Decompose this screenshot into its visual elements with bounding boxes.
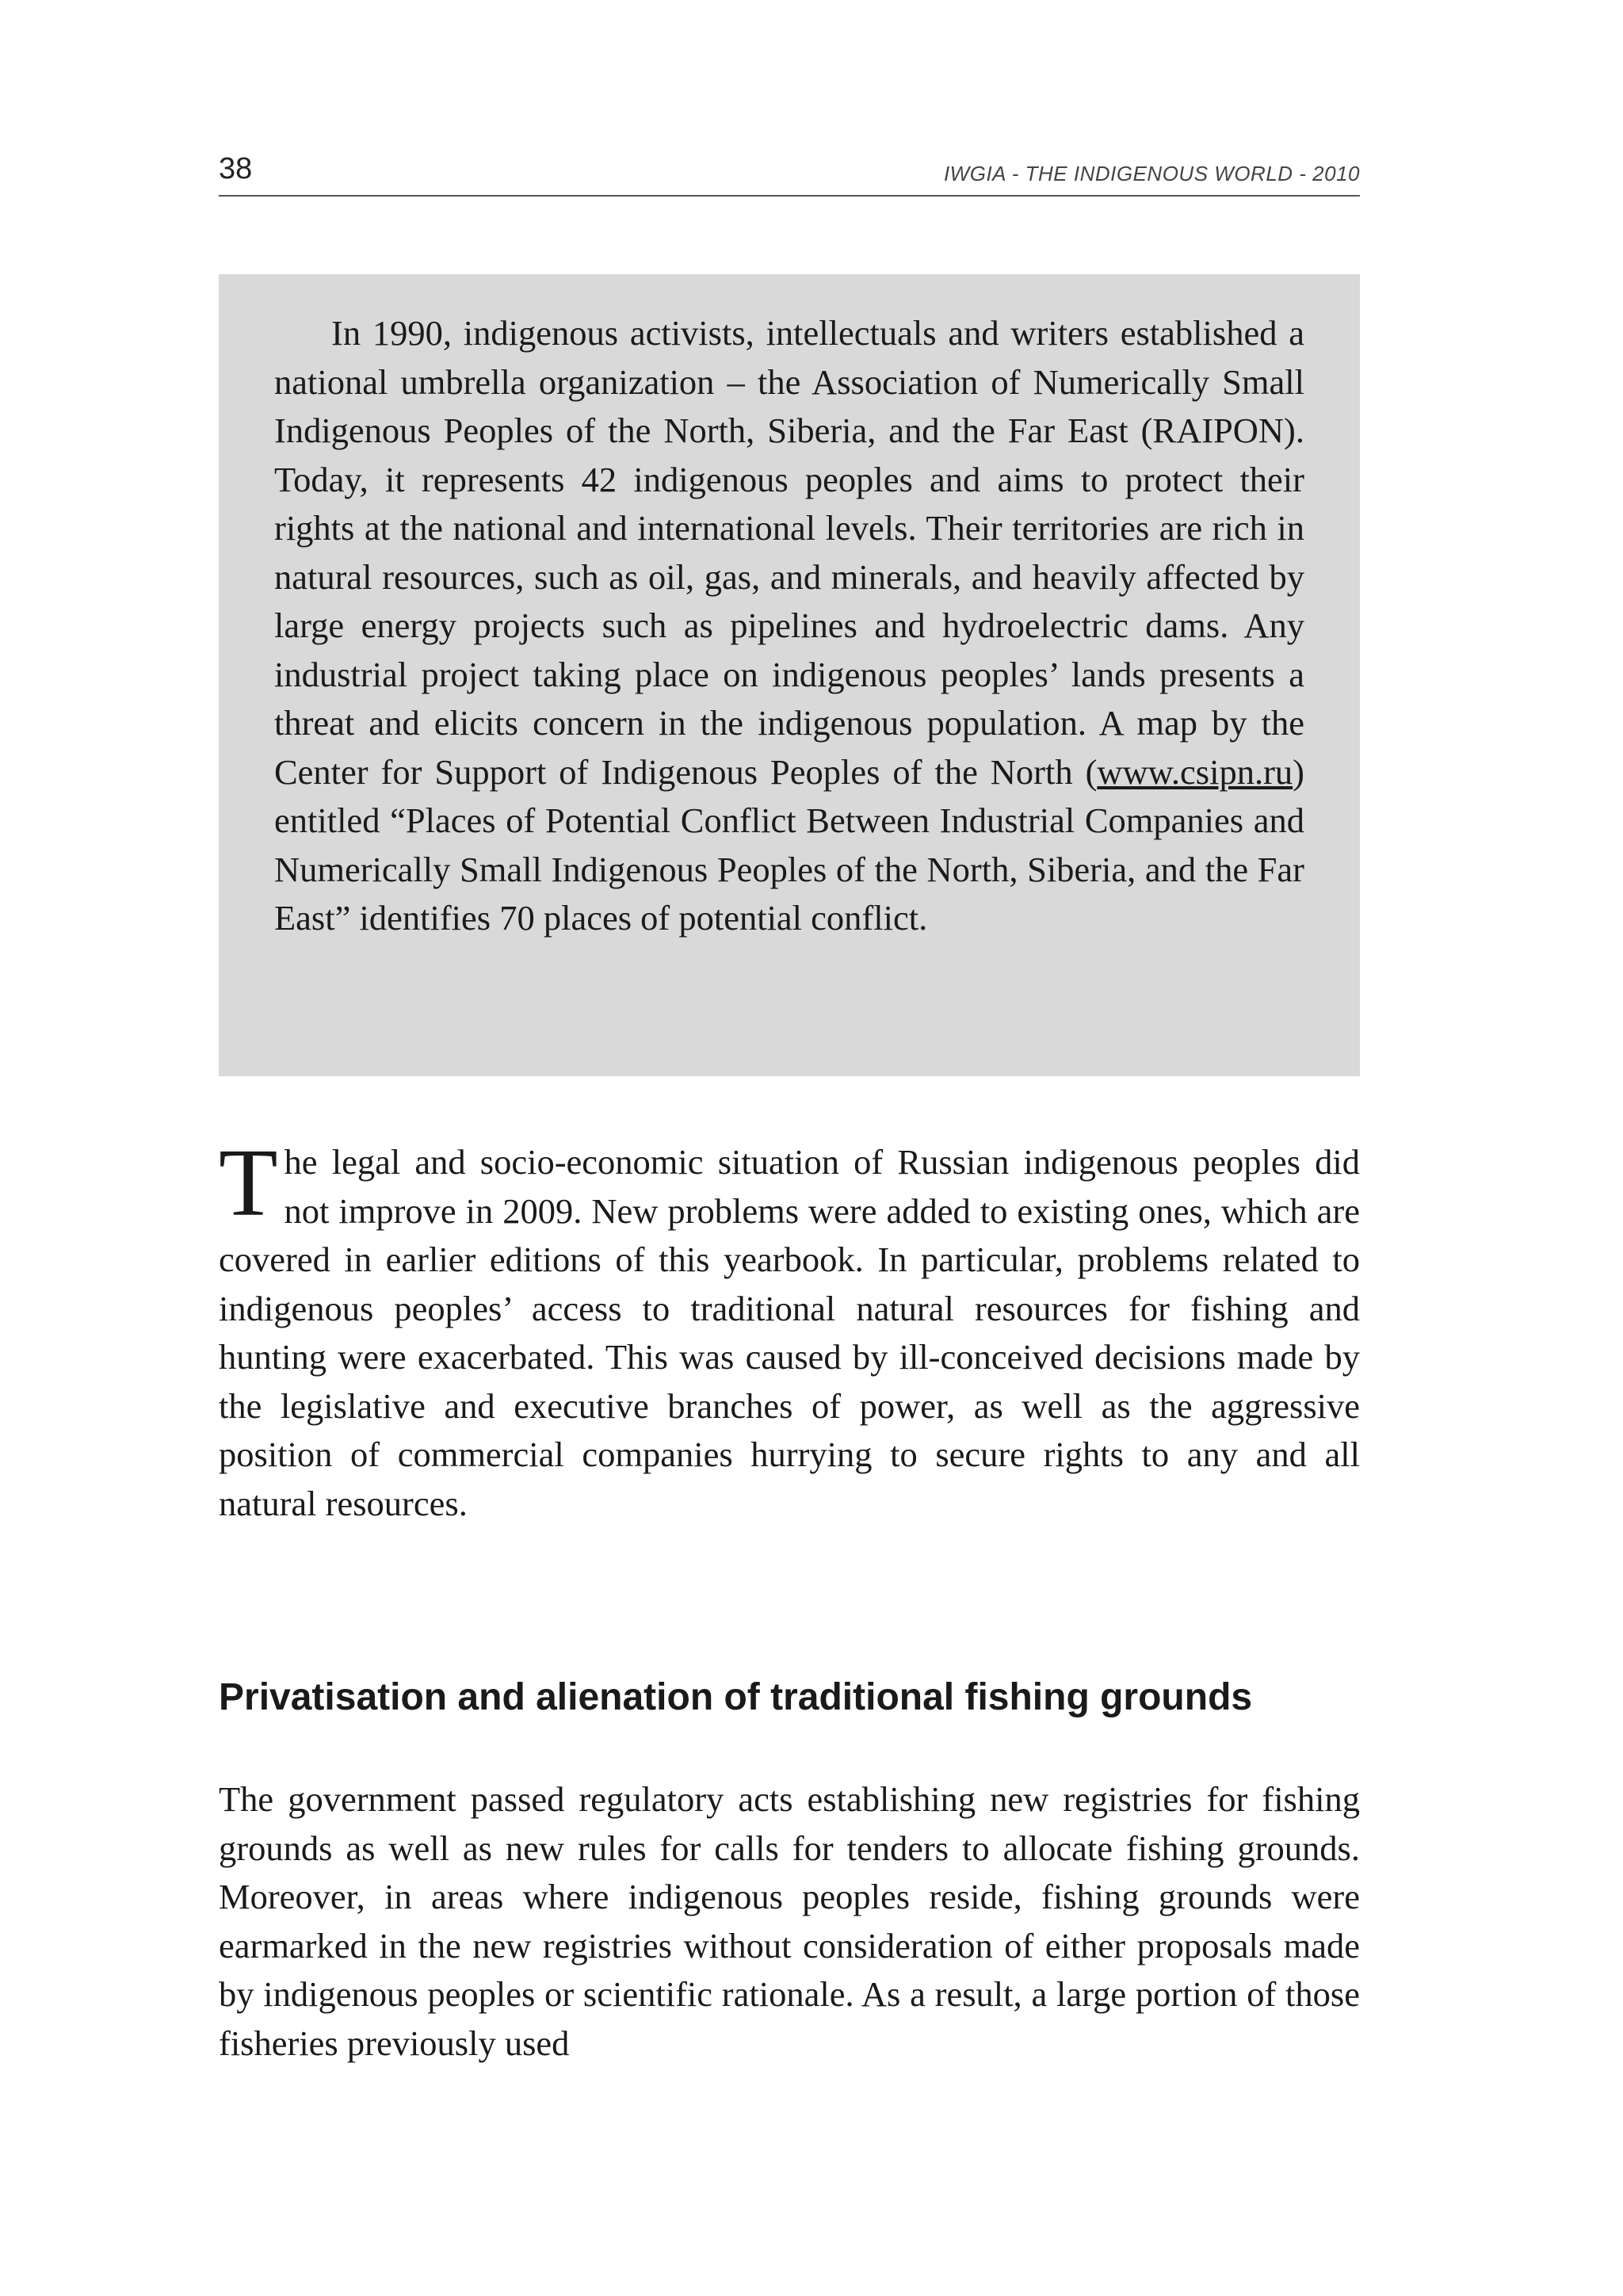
- intro-box: [219, 274, 1360, 1076]
- running-header: [219, 151, 1360, 197]
- section-paragraph: The government passed regulatory acts establishing new registries for fishing grounds as well as new rules for calls for tenders to allocate fishing grounds. Moreover, in areas where indigenous peoples reside, fishing grounds were earmarked in the new registries without consideration of either proposals made by indigenous peoples or scientific rationale. As a result, a large portion of those fisheries previously used: [219, 1779, 1360, 2063]
- page-number: 38: [219, 152, 253, 185]
- intro-box-text: In 1990, indigenous activists, intellectuals and writers established a national umbrella organization – the Association of Numerically Small Indigenous Peoples of the North, Siberia, and the Far East (RAIPON). Today, it represents 42 indigenous peoples and aims to protect their rights at the national and international levels. Their territories are rich in natural resources, such as oil, gas, and minerals, and heavily affected by large energy projects such as pipelines and hydroelectric dams. Any industrial project taking place on indigenous peoples’ lands presents a threat and elicits concern in the indigenous population. A map by the Center for Support of Indigenous Peoples of the North (: [274, 313, 1304, 792]
- opening-paragraph: [219, 1129, 1360, 1528]
- section-heading: Privatisation and alienation of traditional fishing grounds: [219, 1676, 1253, 1718]
- opening-paragraph-text: he legal and socio-economic situation of Russian indigenous peoples did not improve in 2009. New problems were added to existing ones, which are covered in earlier editions of this yearbook. In particular, problems related to indigenous peoples’ access to traditional natural resources for fishing and hunting were exacerbated. This was caused by ill-conceived decisions made by the legislative and executive branches of power, as well as the aggressive position of commercial companies hurrying to secure rights to any and all natural resources.: [219, 1142, 1360, 1523]
- intro-box-text-continued: ) entitled “Places of Potential Conflict Between Industrial Companies and Numerically Small Indigenous Peoples of the North, Siberia, and the Far East” identifies 70 places of potential conflict.: [274, 751, 1304, 938]
- intro-box-paragraph: [274, 309, 1304, 943]
- csipn-link[interactable]: www.csipn.ru: [1097, 751, 1293, 792]
- drop-cap: T: [219, 1129, 278, 1236]
- journal-title: IWGIA - THE INDIGENOUS WORLD - 2010: [943, 162, 1360, 185]
